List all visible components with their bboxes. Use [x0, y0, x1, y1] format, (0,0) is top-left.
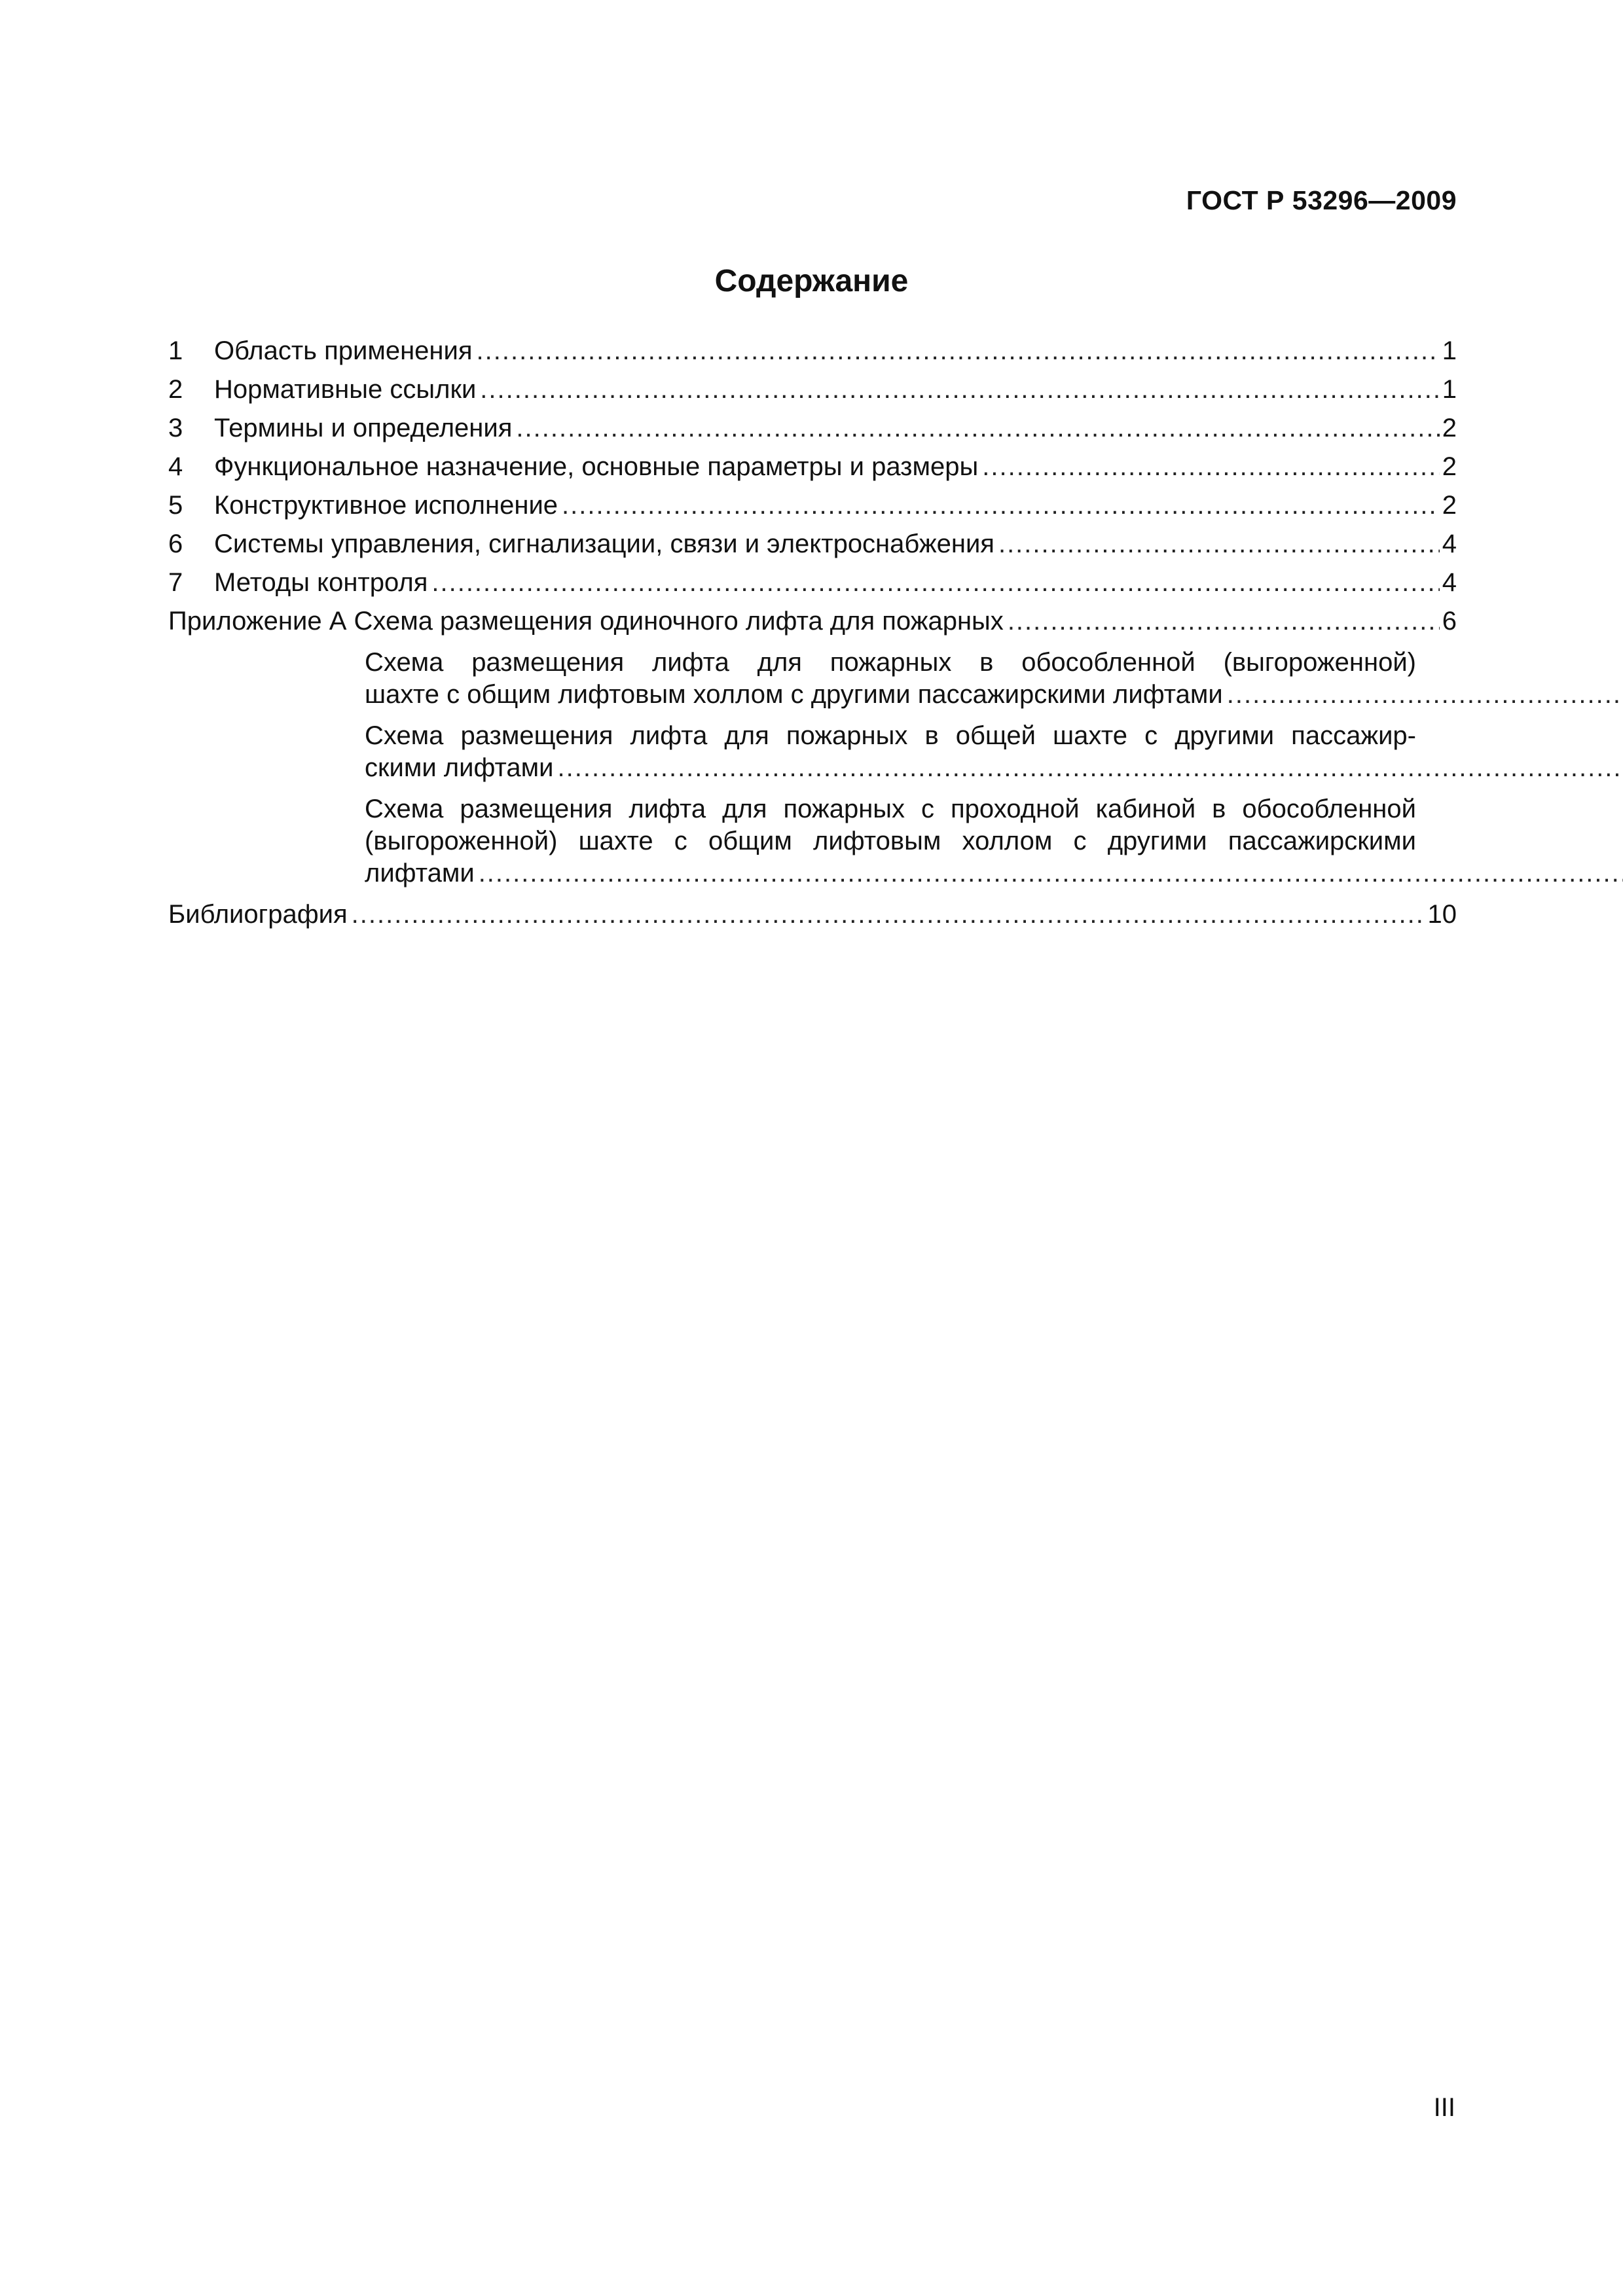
- toc-entry-page: 6: [1442, 607, 1457, 636]
- table-of-contents: [168, 335, 1457, 931]
- toc-entry-number: 1: [168, 336, 183, 365]
- toc-subentry-line: Схема размещения лифта для пожарных с проходной кабиной в обособленной: [365, 795, 1416, 823]
- toc-entry-number: 5: [168, 491, 183, 520]
- dot-leader: [477, 335, 1440, 367]
- toc-entry-7[interactable]: [168, 567, 1457, 599]
- toc-subentry-1[interactable]: [168, 647, 1457, 711]
- toc-entry-page: 1: [1442, 375, 1457, 404]
- toc-entry-number: 2: [168, 375, 183, 404]
- dot-leader: [998, 528, 1440, 560]
- toc-entry-page: 2: [1442, 414, 1457, 442]
- toc-entry-label: Системы управления, сигнализации, связи и электроснабжения: [214, 529, 994, 558]
- dot-leader: [1008, 605, 1440, 637]
- toc-subentry-body: [365, 793, 1623, 889]
- toc-entry-page: 10: [1427, 900, 1457, 929]
- toc-subentry-last-line: [365, 752, 1623, 784]
- toc-entry-3[interactable]: [168, 412, 1457, 444]
- toc-entry-bibliography[interactable]: [168, 899, 1457, 931]
- toc-entry-label: Библиография: [168, 900, 348, 929]
- toc-subentry-line: (выгороженной) шахте с общим лифтовым холлом с другими пассажирскими: [365, 827, 1416, 855]
- toc-entry-number: 7: [168, 568, 183, 597]
- toc-entry-label: Методы контроля: [214, 568, 428, 597]
- toc-entry-page: 2: [1442, 491, 1457, 520]
- toc-entry-appendix-a[interactable]: [168, 605, 1457, 637]
- dot-leader: [1227, 679, 1623, 711]
- dot-leader: [516, 412, 1439, 444]
- toc-entry-label: Область применения: [214, 336, 473, 365]
- page-number: III: [1433, 2093, 1455, 2122]
- toc-entry-page: 1: [1442, 336, 1457, 365]
- dot-leader: [480, 374, 1439, 406]
- toc-entry-6[interactable]: [168, 528, 1457, 560]
- document-code: ГОСТ Р 53296—2009: [1186, 185, 1457, 215]
- toc-subentry-line: Схема размещения лифта для пожарных в обособленной (выгороженной): [365, 648, 1416, 677]
- toc-entry-label: лифтами: [365, 859, 475, 888]
- toc-subentry-body: [365, 720, 1623, 784]
- dot-leader: [562, 490, 1440, 522]
- dot-leader: [479, 857, 1623, 889]
- toc-entry-4[interactable]: [168, 451, 1457, 483]
- toc-entry-number: 3: [168, 414, 183, 442]
- toc-entry-page: 4: [1442, 529, 1457, 558]
- dot-leader: [982, 451, 1440, 483]
- dot-leader: [352, 899, 1425, 931]
- toc-entry-label: Нормативные ссылки: [214, 375, 477, 404]
- toc-entry-page: 2: [1442, 452, 1457, 481]
- toc-entry-5[interactable]: [168, 490, 1457, 522]
- toc-entry-page: 4: [1442, 568, 1457, 597]
- toc-entry-label: Термины и определения: [214, 414, 513, 442]
- dot-leader: [431, 567, 1439, 599]
- toc-entry-number: 4: [168, 452, 183, 481]
- toc-entry-1[interactable]: [168, 335, 1457, 367]
- toc-subentry-2[interactable]: [168, 720, 1457, 784]
- toc-title: Содержание: [714, 264, 909, 298]
- toc-subentry-3[interactable]: [168, 793, 1457, 889]
- dot-leader: [557, 752, 1623, 784]
- toc-entry-label: Функциональное назначение, основные параметры и размеры: [214, 452, 979, 481]
- toc-entry-label: шахте с общим лифтовым холлом с другими пассажирскими лифтами: [365, 680, 1223, 709]
- toc-subentry-body: [365, 647, 1623, 711]
- toc-subentry-line: Схема размещения лифта для пожарных в общей шахте с другими пассажир-: [365, 721, 1416, 750]
- toc-subentry-last-line: [365, 857, 1623, 889]
- toc-entry-label: Приложение А Схема размещения одиночного лифта для пожарных: [168, 607, 1004, 636]
- toc-subentry-last-line: [365, 679, 1623, 711]
- toc-entry-label: Конструктивное исполнение: [214, 491, 558, 520]
- toc-entry-label: скими лифтами: [365, 753, 554, 782]
- toc-entry-number: 6: [168, 529, 183, 558]
- toc-entry-2[interactable]: [168, 374, 1457, 406]
